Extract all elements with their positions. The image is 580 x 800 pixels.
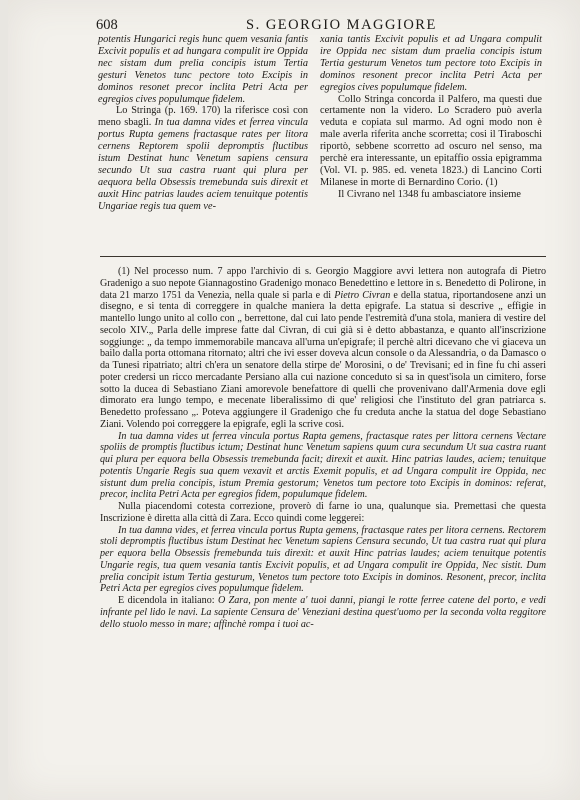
left-stringa-paragraph	[98, 105, 308, 212]
right-commentary-paragraph: Collo Stringa concorda il Palfero, ma questi due certamente non la videro. Lo Scradero può averla veduta e copiata sul marmo. Ad ogni modo non è male averla riferita anche scorretta; cosi il Tiraboschi riportò, sebbene scorretto ad oscuro nel senso, ma perchè era interessante, un epitaffio ossia epigramma (Vol. VI. p. 985. ed. veneta 1823.) di Lancino Corti Milanese in morte di Bernardino Corio. (1)	[320, 93, 542, 188]
book-page	[8, 0, 580, 800]
footnote-paragraph-1	[100, 266, 546, 431]
right-column	[320, 34, 542, 201]
footnote-5-translation: O Zara, pon mente a' tuoi danni, piangi le rotte ferree catene del porto, e vedi infrante pel lido le navi. La sapiente Censura de' Veneziani destina quest'uomo per la seconda volta reggitore dello stuolo messo in mare;	[100, 595, 546, 630]
left-column	[98, 34, 308, 213]
left-stringa-intro: Lo Stringa (p. 169. 170) la riferisce così con meno sbagli.	[98, 105, 308, 129]
running-head: S. GEORGIO MAGGIORE	[246, 17, 437, 33]
footnote-1-text-a: (1) Nel processo num. 7 appo l'archivio di s. Georgio Maggiore avvi lettera non autografa di Pietro Gradenigo a suo nepote Giannagostino Gradenigo monaco Benedettino e lettore in s. Benedetto di Polirone, in data 21 marzo 1751 da Venezia, nella quale si parla e di	[100, 266, 546, 301]
footnote-5-intro: E dicendola in italiano:	[118, 595, 215, 606]
left-inscription-end: potentis Hungarici regis hunc quem vesania fantis Excivit populis et ad hungara compulit ire Oppida nec sistam dum prelia concipis istum Tertia gesturi Venetos tunc pectore toto Excipis in dominos resonet precor inclita Petri Acta per egregios cives populumque fidelem.	[98, 34, 308, 105]
footnote-1-text-b: e della statua, riportandosene anzi un disegno, e si tenta di correggere in qualche maniera la detta epigrafe. La statua si descrive „ effigie in mantello lungo unito al collo con „ berrettone, dal cui lato pende l'estremità d'una stola, maniera di vestire del secolo XIV.„ Parla delle imprese fatte dal Civran, di cui già si è detto abbastanza, e quanto all'inscrizione soggiunge: „ da tempo immemorabile mancava all'urna un'epigrafe; il perchè altri dicevano che vi giaceva un bailo dalla porta ottomana ritornato; altri che ivi esser doveva alcun console o da Alessandria, o da Damasco o da Tunesi ripatriato; altri ch'era un senatore della stirpe de' Morosini, o de' Trevisani; ed in fine fu chi asseri poter credersi un ricco mercadante Persiano alla cui nazione conceduto si sa in quest'isola un cimitero, forse sotto la ducea di Sebastiano Ziani amorevole benefattore di quelli che provenivano dall'Armenia dove egli dimorato era lungo tempo, e mecenate liberalissimo di que' religiosi che l'instituto del gran patriarca s. Benedetto professano „. Poteva aggiungere il Gradenigo che fu creduta anche la statua del doge Sebastiano Ziani. Volendo poi correggere la epigrafe, egli la scrive così.	[100, 289, 547, 430]
right-inscription-end: xania tantis Excivit populis et ad Ungara compulit ire Oppida nec sistam dum praelia concipis istum Tertia gesturum Venetos tum pectore toto Excipis in dominos resonent precor inclita Petri Acta per egregios cives populumque fidelem.	[320, 34, 542, 93]
footnote-1-name: Pietro Civran	[334, 289, 391, 301]
footnote-corrected-inscription: In tua damna vides, et ferrea vincula portus Rupta gemens, fractasque rates per litora cernens. Rectorem stoli depromptis fluctibus istum Destinat hec Venetum sapiens Censura secundo, Ut tua castra ruat qui plura per equora bella Obsessis fremebunda tuis direxit: et auxit Hinc patrias laudes; aciem tenuitque potentis Ungarie regis, tua quem vesania tantis Excivit populis, et ad Ungara compulit ire Oppida, Nec sistit. Dum prelia concipit istum Tertia gesturum, Venetos tum pectore toto Excipis in dominos. Resonent, precor, inclita Petri Acta per egregios cives populumque fidelem.	[100, 524, 546, 595]
footnote-gradenigo-inscription: In tua damna vides ut ferrea vincula portus Rapta gemens, fractasque rates per littora cernens Vectare spoliis de promptis fluctibus ictum; Destinat hunc Venetum sapiens quum cura secundum Ut sua castra ruant qui plura per equora bella Obsessis tremebunda facit; direxit et auxit. Hinc patrias laudes, aciem; tenuitque potentis Ungarie Regis sua quem vexavit et arctis Exemit populis, et ad Ungara compulit ire Oppida, nec sistunt dum prelia concipis, istum Premia gestorum; Venetos tum pectore toto Excipis in dominos: referat, precor, inclita Petri Acta per egregios fidem, populumque fidelem.	[100, 430, 546, 501]
left-stringa-inscription: In tua damna vides et ferrea vincula portus Rupta gemens fractasque rates per litora cernens Reptorem spolii depromptis fluctibus istum Destinat hunc Venetum sapiens censura secundo Ut sua castra ruant qui plura per aequora bella Obsessis tremebunda suis direxit et auxit Hinc patrias laudes aciem tenuitque potentis Ungariae regis tua quem ve-	[98, 117, 308, 212]
right-civrano-paragraph: Il Civrano nel 1348 fu ambasciatore insieme	[338, 188, 522, 200]
page-number: 608	[96, 17, 118, 33]
footnote-block	[100, 266, 546, 630]
footnote-paragraph-3: Nulla piacendomi cotesta correzione, proverò di farne io una, qualunque sia. Premettasi che questa Inscrizione è diretta alla città di Zara. Ecco quindi come leggerei:	[100, 501, 546, 524]
footnote-divider	[100, 256, 546, 257]
footnote-italian-translation	[100, 595, 546, 630]
page-header	[96, 17, 544, 35]
footnote-5-end: affinchè rompa i tuoi ac-	[213, 618, 314, 630]
